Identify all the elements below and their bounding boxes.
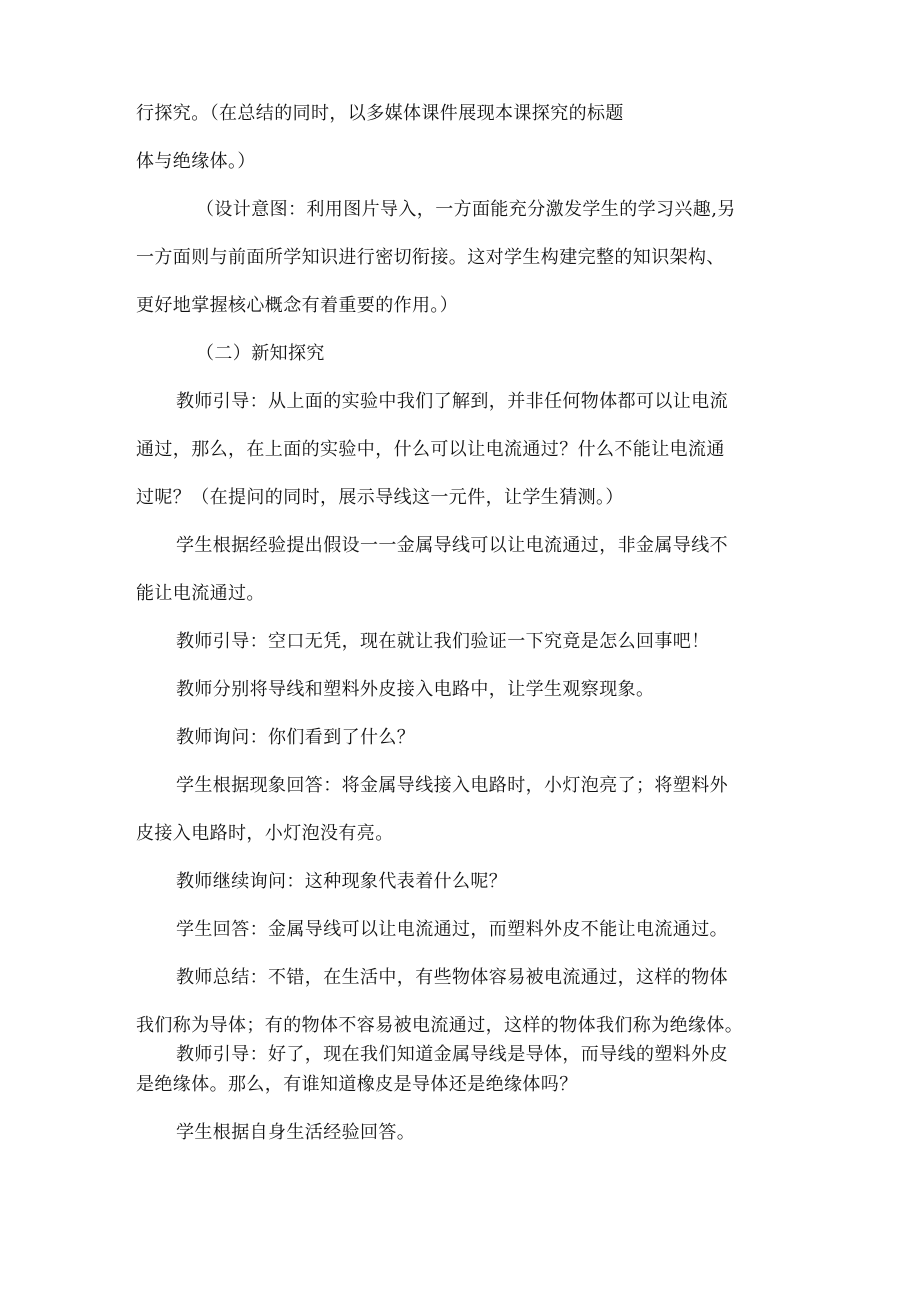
text-line: 学生根据经验提出假设一一金属导线可以让电流通过，非金属导线不 <box>176 535 728 556</box>
text-line: 体与绝缘体。） <box>136 151 256 172</box>
section-heading: （二）新知探究 <box>196 343 325 364</box>
text-line: 学生根据自身生活经验回答。 <box>176 1122 416 1143</box>
text-line: 是绝缘体。那么，有谁知道橡皮是导体还是绝缘体吗？ <box>136 1074 578 1095</box>
text-line: 教师总结：不错，在生活中，有些物体容易被电流通过，这样的物体 <box>176 967 728 988</box>
text-line: 过呢？（在提问的同时，展示导线这一元件，让学生猜测。） <box>136 487 624 508</box>
text-line: 教师引导：从上面的实验中我们了解到，并非任何物体都可以让电流 <box>176 391 728 412</box>
text-line: 更好地掌握核心概念有着重要的作用。） <box>136 295 459 316</box>
text-line: 我们称为导体；有的物体不容易被电流通过，这样的物体我们称为绝缘体。 <box>136 1015 744 1036</box>
text-line: 通过，那么，在上面的实验中，什么可以让电流通过？什么不能让电流通 <box>136 439 725 460</box>
text-line: 教师继续询问：这种现象代表着什么呢？ <box>176 871 508 892</box>
text-line: 皮接入电路时，小灯泡没有亮。 <box>136 823 394 844</box>
text-line: 教师询问：你们看到了什么？ <box>176 727 416 748</box>
text-line: 一方面则与前面所学知识进行密切衔接。这对学生构建完整的知识架构、 <box>136 247 725 268</box>
text-line: 教师分别将导线和塑料外皮接入电路中，让学生观察现象。 <box>176 679 655 700</box>
text-line: 能让电流通过。 <box>136 583 265 604</box>
text-line: 教师引导：空口无凭，现在就让我们验证一下究竟是怎么回事吧！ <box>176 631 710 652</box>
text-line: 教师引导：好了，现在我们知道金属导线是导体，而导线的塑料外皮 <box>176 1044 728 1065</box>
text-line: （设计意图：利用图片导入，一方面能充分激发学生的学习兴趣,另 <box>196 199 736 220</box>
text-line: 学生回答：金属导线可以让电流通过，而塑料外皮不能让电流通过。 <box>176 919 728 940</box>
text-line: 行探究。（在总结的同时，以多媒体课件展现本课探究的标题 <box>136 103 624 124</box>
text-line: 学生根据现象回答：将金属导线接入电路时，小灯泡亮了；将塑料外 <box>176 775 728 796</box>
